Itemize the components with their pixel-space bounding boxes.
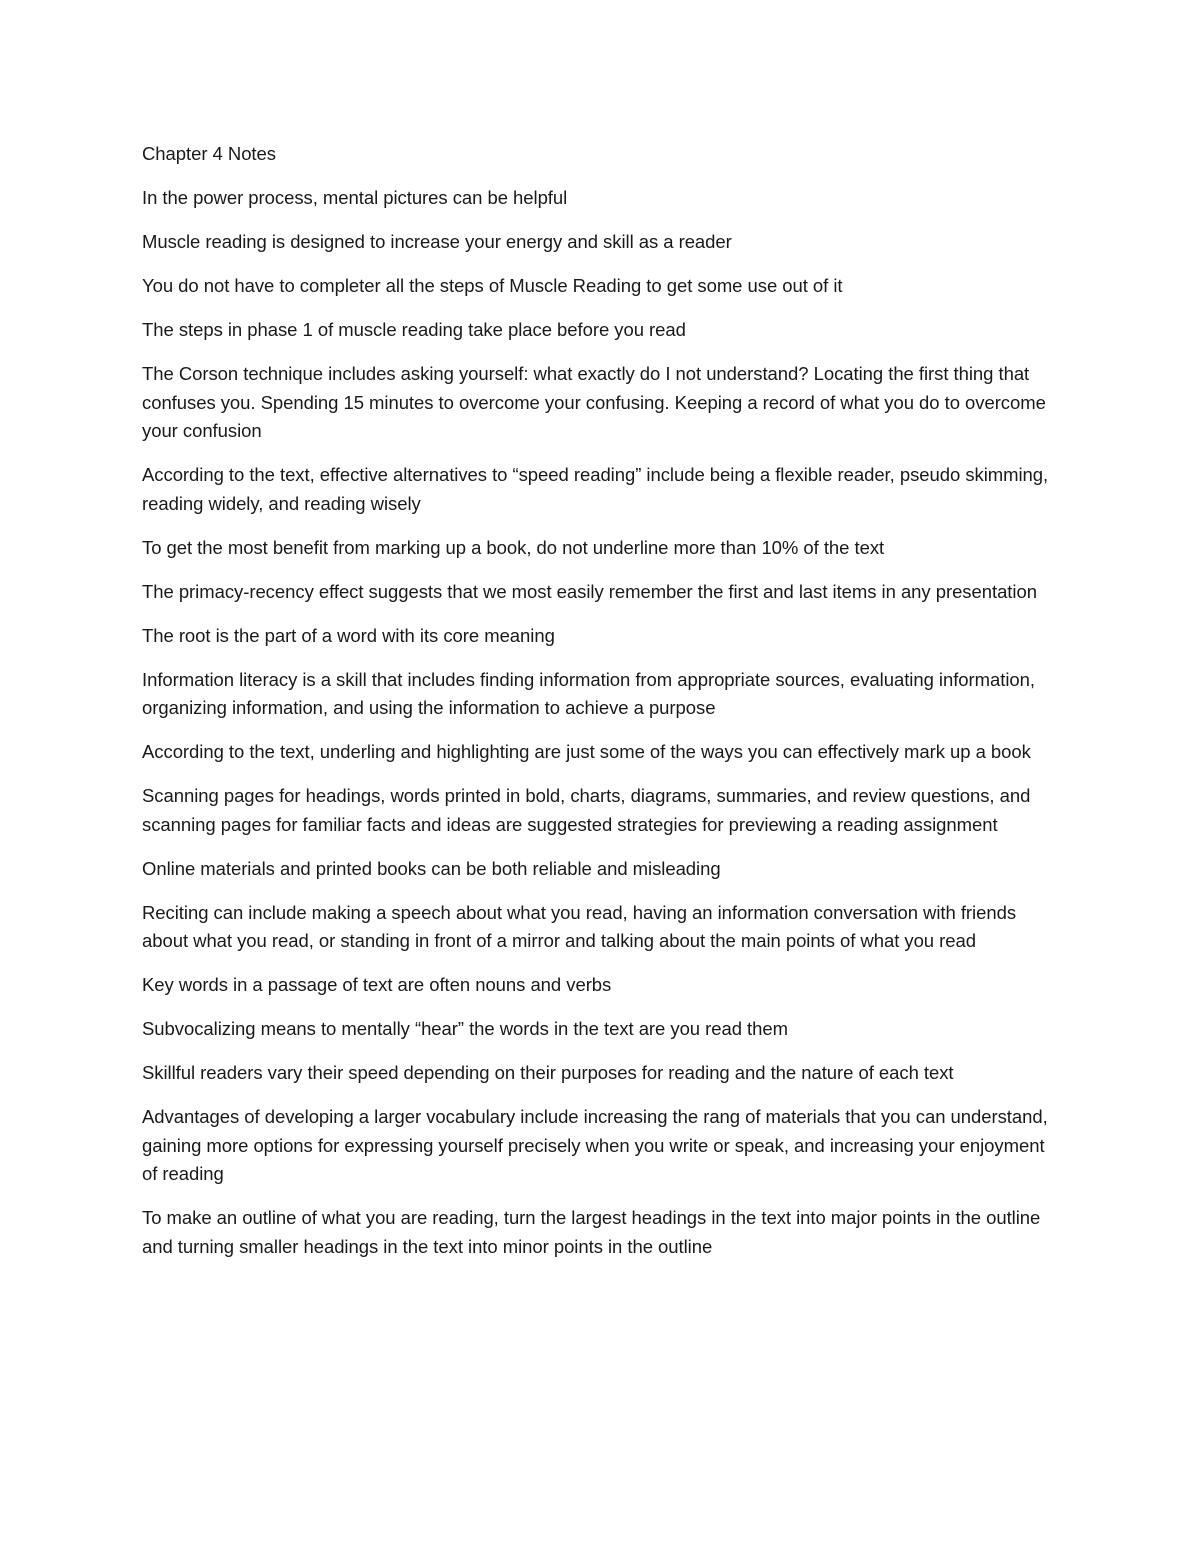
note-paragraph: Muscle reading is designed to increase your energy and skill as a reader xyxy=(142,231,732,252)
note-paragraph: The primacy-recency effect suggests that we most easily remember the first and last items in any presentation xyxy=(142,580,1037,602)
note-paragraph: Advantages of developing a larger vocabulary include increasing the rang of materials that you can understand, gaining more options for expressing yourself precisely when you write or speak, and increasing your enjoyment of reading xyxy=(142,1106,1048,1184)
note-paragraph: Subvocalizing means to mentally “hear” the words in the text are you read them xyxy=(142,1018,788,1039)
note-paragraph: According to the text, underling and highlighting are just some of the ways you can effectively mark up a book xyxy=(142,741,1031,762)
note-paragraph: Scanning pages for headings, words printed in bold, charts, diagrams, summaries, and review questions, and scanning pages for familiar facts and ideas are suggested strategies for previewing a reading assignment xyxy=(142,785,1031,835)
document-title: Chapter 4 Notes xyxy=(142,143,276,164)
note-paragraph: According to the text, effective alternatives to “speed reading” include being a flexible reader, pseudo skimming, reading widely, and reading wisely xyxy=(142,464,1049,514)
note-paragraph: To get the most benefit from marking up a book, do not underline more than 10% of the text xyxy=(142,536,885,558)
note-paragraph: Online materials and printed books can be both reliable and misleading xyxy=(142,857,721,879)
note-paragraph: Skillful readers vary their speed depending on their purposes for reading and the nature of each text xyxy=(142,1062,954,1083)
note-paragraph: In the power process, mental pictures can be helpful xyxy=(142,187,568,208)
note-paragraph: Reciting can include making a speech about what you read, having an information conversation with friends about what you read, or standing in front of a mirror and talking about the main points of what you read xyxy=(142,901,1017,951)
note-paragraph: To make an outline of what you are reading, turn the largest headings in the text into major points in the outline and turning smaller headings in the text into minor points in the outline xyxy=(142,1207,1041,1257)
note-paragraph: Information literacy is a skill that includes finding information from appropriate sources, evaluating information, organizing information, and using the information to achieve a purpose xyxy=(142,668,1035,718)
note-paragraph: The Corson technique includes asking yourself: what exactly do I not understand? Locating the first thing that confuses you. Spending 15 minutes to overcome your confusing. Keeping a record of what you do to overcome your confusion xyxy=(142,363,1046,441)
note-paragraph: Key words in a passage of text are often nouns and verbs xyxy=(142,974,612,995)
note-paragraph: You do not have to completer all the steps of Muscle Reading to get some use out of it xyxy=(142,275,843,296)
note-paragraph: The steps in phase 1 of muscle reading take place before you read xyxy=(142,319,686,340)
note-paragraph: The root is the part of a word with its core meaning xyxy=(142,624,555,646)
